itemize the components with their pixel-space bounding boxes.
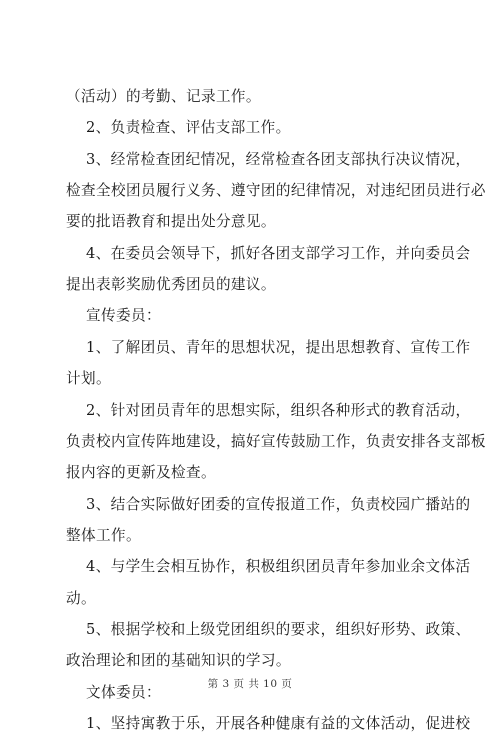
text-line: 4、在委员会领导下，抓好各团支部学习工作，并向委员会 [86,245,471,262]
text-line: 报内容的更新及检查。 [66,464,216,481]
text-line: 整体工作。 [66,527,141,544]
text-line: 3、经常检查团纪情况，经常检查各团支部执行决议情况， [86,151,471,168]
page-footer: 第 3 页 共 10 页 [207,678,293,690]
text-line: 检查全校团员履行义务、遵守团的纪律情况，对违纪团员进行必 [66,182,486,199]
text-line: 政治理论和团的基础知识的学习。 [66,652,291,669]
text-line: 要的批语教育和提出处分意见。 [66,213,276,230]
text-line: 计划。 [66,370,111,387]
text-line: 4、与学生会相互协作，积极组织团员青年参加业余文体活 [86,558,471,575]
text-line: 负责校内宣传阵地建设，搞好宣传鼓励工作，负责安排各支部板 [66,433,486,450]
text-line: 动。 [66,590,96,607]
section-heading: 宣传委员： [86,307,161,324]
text-line: 3、结合实际做好团委的宣传报道工作，负责校园广播站的 [86,496,471,513]
text-line: 2、针对团员青年的思想实际，组织各种形式的教育活动， [86,402,471,419]
text-line: 2、负责检查、评估支部工作。 [86,119,291,136]
text-line: （活动）的考勤、记录工作。 [66,88,261,105]
text-line: 1、坚持寓教于乐，开展各种健康有益的文体活动，促进校 [86,715,471,732]
text-line: 5、根据学校和上级党团组织的要求，组织好形势、政策、 [86,621,471,638]
section-heading: 文体委员： [86,684,161,701]
text-line: 提出表彰奖励优秀团员的建议。 [66,276,276,293]
text-line: 1、了解团员、青年的思想状况，提出思想教育、宣传工作 [86,339,471,356]
